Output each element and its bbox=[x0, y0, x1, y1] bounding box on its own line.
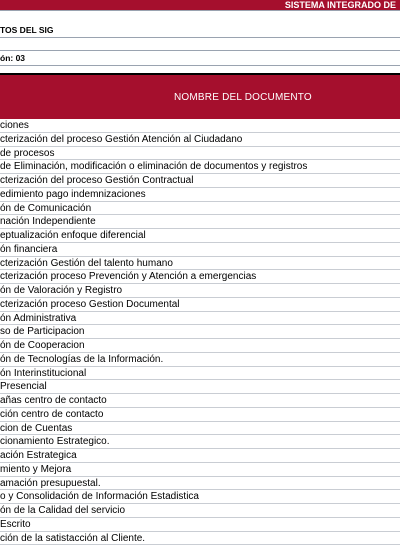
version-cell[interactable] bbox=[0, 51, 400, 65]
table-row[interactable]: ciones bbox=[0, 119, 400, 133]
table-row[interactable]: miento y Mejora bbox=[0, 463, 400, 477]
subtitle-text: TOS DEL SIG bbox=[0, 25, 54, 35]
table-row[interactable]: Escrito bbox=[0, 518, 400, 532]
table-row[interactable]: de procesos bbox=[0, 147, 400, 161]
divider bbox=[0, 10, 400, 11]
table-row[interactable]: cionamiento Estrategico. bbox=[0, 435, 400, 449]
table-row[interactable]: ón financiera bbox=[0, 243, 400, 257]
divider bbox=[0, 65, 400, 66]
table-row[interactable]: añas centro de contacto bbox=[0, 394, 400, 408]
table-row[interactable]: cion de Cuentas bbox=[0, 422, 400, 436]
table-row[interactable]: edimiento pago indemnizaciones bbox=[0, 188, 400, 202]
table-row[interactable]: cterización proceso Gestion Documental bbox=[0, 298, 400, 312]
subtitle-cell[interactable] bbox=[0, 23, 400, 37]
column-header[interactable] bbox=[0, 75, 400, 119]
system-title-banner bbox=[0, 0, 400, 10]
table-row[interactable]: ón Administrativa bbox=[0, 312, 400, 326]
table-row[interactable]: cterización proceso Prevención y Atención a emergencias bbox=[0, 270, 400, 284]
table-row[interactable]: so de Participacion bbox=[0, 325, 400, 339]
divider bbox=[0, 37, 400, 38]
table-row[interactable]: ón de Tecnologías de la Información. bbox=[0, 353, 400, 367]
table-row[interactable]: ón de Cooperacion bbox=[0, 339, 400, 353]
table-row[interactable]: de Eliminación, modificación o eliminación de documentos y registros bbox=[0, 160, 400, 174]
table-row[interactable]: ción centro de contacto bbox=[0, 408, 400, 422]
table-row[interactable]: ón de Valoración y Registro bbox=[0, 284, 400, 298]
column-header-label: NOMBRE DEL DOCUMENTO bbox=[174, 91, 312, 103]
table-row[interactable]: o y Consolidación de Información Estadistica bbox=[0, 490, 400, 504]
system-title: SISTEMA INTEGRADO DE bbox=[284, 0, 396, 10]
document-list bbox=[0, 119, 400, 545]
table-row[interactable]: ón de Comunicación bbox=[0, 202, 400, 216]
table-row[interactable]: ón Interinstitucional bbox=[0, 367, 400, 381]
table-row[interactable]: cterización del proceso Gestión Atención al Ciudadano bbox=[0, 133, 400, 147]
table-row[interactable]: nación Independiente bbox=[0, 215, 400, 229]
table-row[interactable]: eptualización enfoque diferencial bbox=[0, 229, 400, 243]
table-row[interactable]: Presencial bbox=[0, 380, 400, 394]
table-row[interactable]: ación Estrategica bbox=[0, 449, 400, 463]
table-row[interactable]: ón de la Calidad del servicio bbox=[0, 504, 400, 518]
table-row[interactable]: cterización del proceso Gestión Contractual bbox=[0, 174, 400, 188]
table-row[interactable]: cterización Gestión del talento humano bbox=[0, 257, 400, 271]
version-text: ón: 03 bbox=[0, 53, 26, 63]
table-row[interactable]: ción de la satistacción al Cliente. bbox=[0, 532, 400, 546]
table-row[interactable]: amación presupuestal. bbox=[0, 477, 400, 491]
